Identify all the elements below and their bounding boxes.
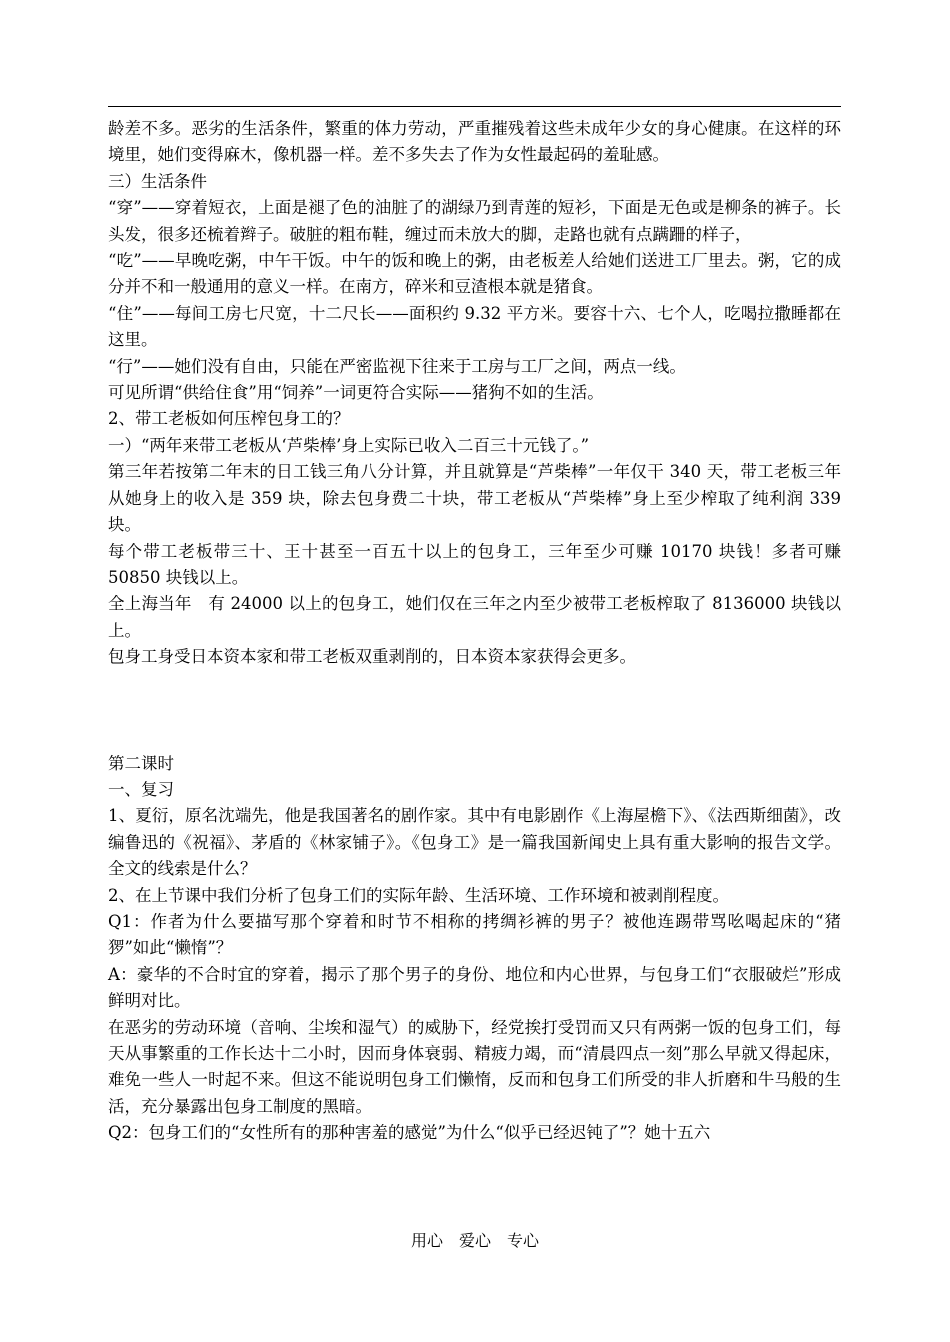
paragraph: 龄差不多。恶劣的生活条件，繁重的体力劳动，严重摧残着这些未成年少女的身心健康。在这样的环境里，她们变得麻木，像机器一样。差不多失去了作为女性最起码的羞耻感。 <box>108 119 841 165</box>
paragraph: 1、夏衍，原名沈端先，他是我国著名的剧作家。其中有电影剧作《上海屋檐下》、《法西斯细菌》，改编鲁迅的《祝福》、茅盾的《林家铺子》。《包身工》是一篇我国新闻史上具有重大影响的报告文学。全文的线索是什么？ <box>108 806 841 879</box>
header-rule <box>108 106 841 107</box>
section-heading: 三）生活条件 <box>108 171 207 191</box>
question: Q1：作者为什么要描写那个穿着和时节不相称的拷绸衫裤的男子？被他连踢带骂吆喝起床的“猪猡”如此“懒惰”？ <box>108 911 841 958</box>
answer: A：豪华的不合时宜的穿着，揭示了那个男子的身份、地位和内心世界，与包身工们“衣服破烂”形成鲜明对比。 <box>108 964 841 1011</box>
paragraph: 包身工身受日本资本家和带工老板双重剥削的，日本资本家获得会更多。 <box>108 647 636 667</box>
page-footer: 用心 爱心 专心 <box>410 1231 539 1250</box>
document-body <box>108 116 841 1147</box>
paragraph: 一）“两年来带工老板从‘芦柴棒’身上实际已收入二百三十元钱了。” <box>108 435 590 455</box>
paragraph: 可见所谓“供给住食”用“饲养”一词更符合实际——猪狗不如的生活。 <box>108 383 604 403</box>
paragraph: 第三年若按第二年末的日工钱三角八分计算，并且就算是“芦柴棒”一年仅干 340 天，带工老板三年从她身上的收入是 359 块，除去包身费二十块，带工老板从“芦柴棒”身上至少榨取了纯利润 339 块。 <box>108 462 841 535</box>
paragraph: 每个带工老板带三十、王十甚至一百五十以上的包身工，三年至少可赚 10170 块钱！多者可赚 50850 块钱以上。 <box>108 541 841 587</box>
paragraph: “行”——她们没有自由，只能在严密监视下往来于工房与工厂之间，两点一线。 <box>108 356 686 376</box>
lesson-title: 第二课时 <box>108 753 174 773</box>
paragraph: 在恶劣的劳动环境（音响、尘埃和湿气）的威胁下，经党挨打受罚而又只有两粥一饭的包身工们，每天从事繁重的工作长达十二小时，因而身体衰弱、精疲力竭，而“清晨四点一刻”那么早就又得起床，难免一些人一时起不来。但这不能说明包身工们懒惰，反而和包身工们所受的非人折磨和牛马般的生活，充分暴露出包身工制度的黑暗。 <box>108 1017 841 1116</box>
paragraph: 全上海当年 有 24000 以上的包身工，她们仅在三年之内至少被带工老板榨取了 8136000 块钱以上。 <box>108 594 841 640</box>
section-heading: 一、复习 <box>108 779 174 799</box>
question: Q2：包身工们的“女性所有的那种害羞的感觉”为什么“似乎已经迟钝了”？她十五六 <box>108 1123 711 1143</box>
paragraph: “吃”——早晚吃粥，中午干饭。中午的饭和晚上的粥，由老板差人给她们送进工厂里去。粥，它的成分并不和一般通用的意义一样。在南方，碎米和豆渣根本就是猪食。 <box>108 251 841 297</box>
paragraph: “穿”——穿着短衣，上面是褪了色的油脏了的湖绿乃到青莲的短衫，下面是无色或是柳条的裤子。长头发，很多还梳着辫子。破脏的粗布鞋，缠过而未放大的脚，走路也就有点蹒跚的样子， <box>108 198 841 244</box>
paragraph: 2、在上节课中我们分析了包身工们的实际年龄、生活环境、工作环境和被剥削程度。 <box>108 885 729 905</box>
paragraph: “住”——每间工房七尺宽，十二尺长——面积约 9.32 平方米。要容十六、七个人，吃喝拉撒睡都在这里。 <box>108 303 841 350</box>
section-gap <box>108 671 841 751</box>
question-heading: 2、带工老板如何压榨包身工的？ <box>108 409 350 429</box>
